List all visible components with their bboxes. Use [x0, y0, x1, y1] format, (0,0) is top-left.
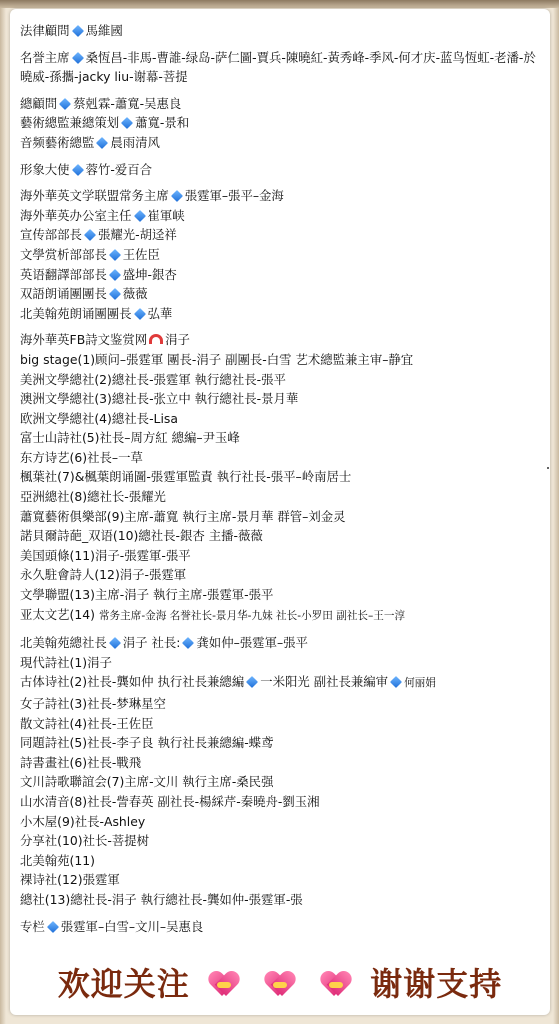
member-names: 蓉竹-爱百合	[85, 161, 152, 177]
society-line: 現代詩社(1)涓子	[20, 654, 112, 670]
blue-diamond-icon	[246, 676, 258, 688]
thanks-text: 谢谢支持	[370, 965, 503, 1003]
member-names: 涓子	[165, 332, 190, 348]
member-names: 馬維國	[85, 23, 123, 38]
blue-diamond-icon	[182, 637, 194, 649]
role-label: 名誉主席	[20, 49, 70, 65]
role-label: 音频藝術總監	[20, 134, 95, 150]
legal-advisor-line	[20, 21, 545, 41]
blue-diamond-icon	[72, 52, 84, 64]
hanyuan-head-line	[20, 633, 545, 653]
blue-diamond-icon	[121, 117, 133, 129]
society-line: 裸诗社(12)張霆軍	[20, 872, 120, 888]
society-line: 蕭寬藝術俱樂部(9)主席-蕭寬 執行主席-景月華 群管–刘金灵	[20, 508, 346, 524]
blue-diamond-icon	[171, 190, 183, 202]
blue-diamond-icon	[134, 210, 146, 222]
blue-diamond-icon	[72, 25, 84, 37]
society-line: 文學聯盟(13)主席-涓子 執行主席-張霆軍-張平	[20, 587, 274, 603]
document-sheet	[10, 9, 550, 1015]
society-line: 东方诗艺(6)社長–一草	[20, 449, 143, 465]
blue-diamond-icon	[109, 637, 121, 649]
bilingual-recital-line	[20, 284, 545, 304]
society-line: 美洲文學總社(2)總社長-張霆軍 執行總社長-張平	[20, 371, 286, 387]
society-line: 諾貝爾詩葩_双语(10)總社長-銀杏 主播-薇薇	[20, 528, 263, 544]
red-arch-icon	[149, 334, 163, 344]
society-line: 永久駐會詩人(12)涓子-張霆軍	[20, 567, 187, 583]
society-line: 散文詩社(4)社長-王佐臣	[20, 715, 154, 731]
office-director-line	[20, 206, 545, 226]
blue-diamond-icon	[96, 137, 108, 149]
top-border	[0, 0, 559, 8]
member-names: 張霆軍–白雪–文川–吴惠良	[60, 918, 204, 934]
publicity-head-line	[20, 225, 545, 245]
society-text: 一米阳光 副社長兼編审	[260, 674, 389, 690]
role-label: 海外華英办公室主任	[20, 207, 132, 223]
gift-heart-icon	[266, 972, 294, 998]
member-names: 龚如仲–張霆軍–張平	[196, 635, 308, 651]
appreciation-head-line	[20, 245, 545, 265]
role-label: 形象大使	[20, 161, 70, 177]
art-director-line	[20, 113, 545, 133]
role-label: 總顧問	[20, 95, 58, 111]
society-line: 欧洲文學總社(4)總社長-Lisa	[20, 410, 178, 426]
society-line: 同題詩社(5)社長-李子良 執行社長兼總編-蝶鸢	[20, 735, 274, 751]
society-line: big stage(1)顾问–張霆軍 團長-涓子 副團長-白雪 艺术總監兼主审–静宜	[20, 351, 414, 367]
blue-diamond-icon	[109, 288, 121, 300]
role-label: 藝術總監兼總策划	[20, 115, 120, 131]
role-label: 文學赏析部部長	[20, 246, 107, 262]
society-line: 富士山詩社(5)社長–周方紅 總編–尹玉峰	[20, 430, 240, 446]
society-name: 亚太文艺(14)	[20, 606, 95, 622]
society-line: 美国頭條(11)涓子-張霆軍-張平	[20, 547, 191, 563]
honorary-chair-line	[20, 48, 545, 87]
member-names: 何丽娟	[404, 677, 436, 690]
member-names: 涓子 社長:	[122, 635, 181, 651]
member-names: 張耀光-胡迳祥	[97, 227, 177, 243]
fb-network-line	[20, 330, 545, 350]
society-line: 總社(13)總社長-涓子 執行總社長-龔如仲-張霆軍-張	[20, 891, 303, 907]
stray-dot	[547, 467, 549, 469]
role-label: 宣传部部長	[20, 227, 82, 243]
member-names: 崔軍峡	[147, 207, 185, 223]
executive-chair-line	[20, 186, 545, 206]
role-label: 专栏	[20, 918, 45, 934]
member-names: 常务主席-金海 名誉社长-景月华-九妹 社长-小罗田 副社长–王一淳	[98, 609, 406, 622]
member-names: 薇薇	[122, 286, 148, 302]
gift-heart-icon	[210, 972, 238, 998]
role-label: 海外華英文学联盟常务主席	[20, 188, 169, 204]
gift-heart-icon	[322, 972, 350, 998]
society-line	[20, 672, 545, 694]
blue-diamond-icon	[72, 164, 84, 176]
society-line: 文川詩歌聯誼会(7)主席-文川 執行主席-桑民强	[20, 774, 274, 790]
society-line: 詩書畫社(6)社長-戰飛	[20, 754, 142, 770]
society-line: 山水清音(8)社長-訾春英 副社長-楊綵芹-秦曉舟-劉玉湘	[20, 793, 320, 809]
blue-diamond-icon	[109, 249, 121, 261]
translation-head-line	[20, 265, 545, 285]
member-names: 盛坤-銀杏	[122, 266, 177, 282]
society-line: 楓葉社(7)&楓葉朗诵圖-張霆軍監責 執行社長-張平–岭南居士	[20, 469, 352, 485]
footer-banner	[10, 959, 550, 1005]
member-names: 蔡剋霖-蕭寬-吴惠良	[73, 95, 182, 111]
blue-diamond-icon	[84, 229, 96, 241]
member-names: 弘華	[147, 305, 173, 321]
blue-diamond-icon	[47, 921, 59, 933]
ambassador-line	[20, 160, 545, 180]
society-text: 古体诗社(2)社長-龔如仲 执行社長兼總編	[20, 674, 245, 690]
blue-diamond-icon	[109, 269, 121, 281]
role-label: 法律顧問	[20, 23, 70, 38]
blue-diamond-icon	[134, 308, 146, 320]
role-label: 北美翰苑總社長	[20, 635, 107, 651]
role-label: 英语翻譯部部長	[20, 266, 107, 282]
member-names: 張霆軍–張平–金海	[184, 188, 284, 204]
society-line: 女子詩社(3)社長-梦琳星空	[20, 696, 166, 711]
role-label: 北美翰苑朗诵團團長	[20, 305, 132, 321]
society-line: 澳洲文學總社(3)總社長-张立中 執行總社長-景月華	[20, 391, 299, 407]
society-line	[20, 605, 545, 627]
society-line: 分享社(10)社长-菩提树	[20, 833, 150, 849]
blue-diamond-icon	[59, 98, 71, 110]
welcome-text: 欢迎关注	[57, 965, 190, 1003]
member-names: 蕭寬-景和	[135, 115, 190, 131]
role-label: 双語朗诵團團長	[20, 286, 107, 302]
member-names: 桑恆昌-非馬-曹誰-绿岛-萨仁圖-賈兵-陳曉紅-黃秀峰-季风-何才庆-蓝鸟恆虹-老潘-於曉威-孫攜-jacky liu-谢幕-菩提	[20, 49, 536, 85]
audio-director-line	[20, 133, 545, 153]
hanyuan-recital-line	[20, 304, 545, 324]
member-names: 王佐臣	[122, 246, 160, 262]
role-label: 海外華英FB詩文鉴赏网	[20, 332, 148, 348]
society-line: 小木屋(9)社長-Ashley	[20, 813, 146, 829]
column-line	[20, 917, 545, 937]
chief-advisor-line	[20, 94, 545, 114]
society-line: 亞洲總社(8)總社长-張耀光	[20, 489, 166, 505]
society-line: 北美翰苑(11)	[20, 852, 95, 868]
blue-diamond-icon	[390, 676, 402, 688]
member-names: 晨雨清风	[110, 134, 160, 150]
member-list	[20, 21, 545, 936]
